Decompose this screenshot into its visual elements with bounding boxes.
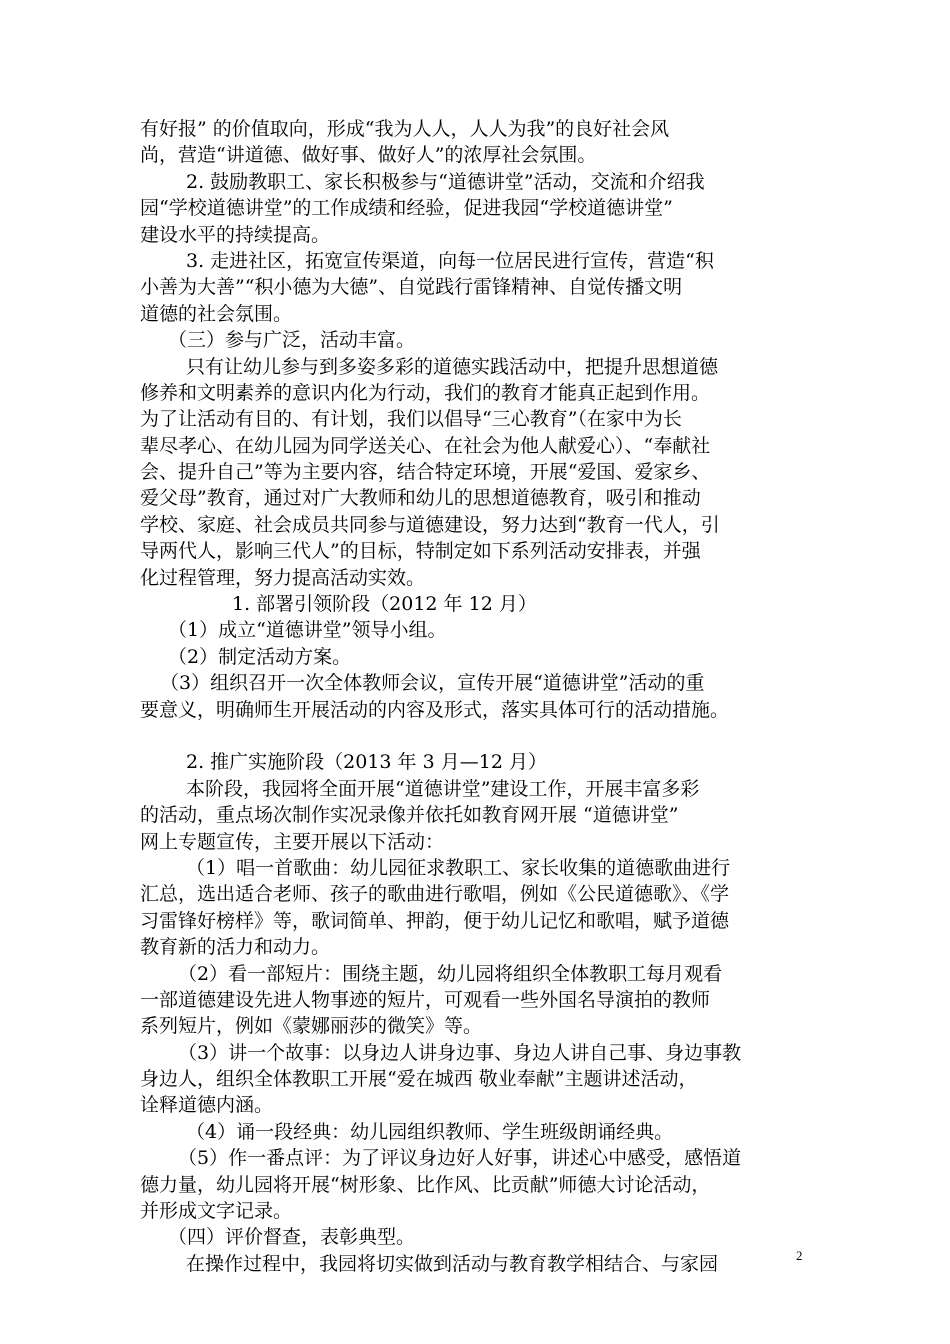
text-line: 系列短片，例如《蒙娜丽莎的微笑》等。: [140, 1015, 483, 1038]
text-line: 会、提升自己”等为主要内容，结合特定环境，开展“爱国、爱家乡、: [140, 461, 711, 484]
text-line: 要意义，明确师生开展活动的内容及形式，落实具体可行的活动措施。: [140, 698, 730, 721]
text-line: 汇总，选出适合老师、孩子的歌曲进行歌唱，例如《公民道德歌》、《学: [140, 883, 730, 906]
text-line: 在操作过程中，我园将切实做到活动与教育教学相结合、与家园: [186, 1252, 719, 1275]
text-line: 尚，营造“讲道德、做好事、做好人”的浓厚社会氛围。: [140, 144, 597, 167]
text-line: 园“学校道德讲堂”的工作成绩和经验，促进我园“学校道德讲堂”: [140, 197, 673, 220]
text-line: （2）制定活动方案。: [168, 645, 352, 668]
text-line: （3）讲一个故事：以身边人讲身边事、身边人讲自己事、身边事教: [178, 1041, 742, 1064]
text-line: 爱父母”教育，通过对广大教师和幼儿的思想道德教育，吸引和推动: [140, 487, 701, 510]
blank-line: [140, 723, 820, 749]
text-line: 辈尽孝心、在幼儿园为同学送关心、在社会为他人献爱心）、“奉献社: [140, 434, 711, 457]
text-line: 并形成文字记录。: [140, 1200, 293, 1223]
text-line: （1）成立“道德讲堂”领导小组。: [168, 619, 447, 642]
text-line: 德力量，幼儿园将开展“树形象、比作风、比贡献”师德大讨论活动，: [140, 1173, 711, 1196]
text-line: （1）唱一首歌曲：幼儿园征求教职工、家长收集的道德歌曲进行: [186, 856, 731, 879]
text-line: 建设水平的持续提高。: [140, 223, 331, 246]
text-line: 教育新的活力和动力。: [140, 936, 331, 959]
page-number: 2: [796, 1248, 803, 1263]
text-line: 习雷锋好榜样》等，歌词简单、押韵，便于幼儿记忆和歌唱，赋予道德: [140, 909, 730, 932]
text-line: 身边人，组织全体教职工开展“爱在城西 敬业奉献”主题讲述活动，: [140, 1068, 698, 1091]
text-line: 有好报” 的价值取向，形成“我为人人，人人为我”的良好社会风: [140, 118, 670, 140]
text-line: 只有让幼儿参与到多姿多彩的道德实践活动中，把提升思想道德: [186, 355, 719, 378]
text-line: 小善为大善”“积小德为大德”、自觉践行雷锋精神、自觉传播文明: [140, 276, 683, 299]
text-line: 的活动，重点场次制作实况录像并依托如教育网开展 “道德讲堂”: [140, 804, 679, 827]
document-body: [140, 116, 820, 1277]
text-line: 一部道德建设先进人物事迹的短片，可观看一些外国名导演拍的教师: [140, 988, 711, 1011]
text-line: 道德的社会氛围。: [140, 302, 293, 325]
text-line: 1. 部署引领阶段（2012 年 12 月）: [232, 593, 537, 616]
text-line: 本阶段，我园将全面开展“道德讲堂”建设工作，开展丰富多彩: [186, 777, 700, 800]
text-line: （2）看一部短片：围绕主题，幼儿园将组织全体教职工每月观看: [178, 962, 723, 985]
text-line: 导两代人，影响三代人”的目标，特制定如下系列活动安排表，并强: [140, 540, 701, 563]
text-line: （四）评价督查，表彰典型。: [168, 1226, 416, 1249]
text-line: 2. 鼓励教职工、家长积极参与“道德讲堂”活动，交流和介绍我: [186, 170, 705, 193]
text-line: 3. 走进社区，拓宽宣传渠道，向每一位居民进行宣传，营造“积: [186, 249, 714, 272]
text-line: （5）作一番点评：为了评议身边好人好事，讲述心中感受，感悟道: [178, 1147, 742, 1170]
text-line: （三）参与广泛，活动丰富。: [168, 329, 416, 352]
text-line: 诠释道德内涵。: [140, 1094, 274, 1117]
text-line: （3）组织召开一次全体教师会议，宣传开展“道德讲堂”活动的重: [160, 672, 705, 695]
text-line: 学校、家庭、社会成员共同参与道德建设，努力达到“教育一代人，引: [140, 513, 720, 536]
text-line: 修养和文明素养的意识内化为行动，我们的教育才能真正起到作用。: [140, 381, 711, 404]
text-line: 网上专题宣传，主要开展以下活动：: [140, 830, 445, 853]
text-line: 2. 推广实施阶段（2013 年 3 月—12 月）: [186, 751, 547, 774]
text-line: （4）诵一段经典：幼儿园组织教师、学生班级朗诵经典。: [186, 1120, 674, 1143]
text-line: 化过程管理，努力提高活动实效。: [140, 566, 426, 589]
text-line: 为了让活动有目的、有计划，我们以倡导“三心教育”（在家中为长: [140, 408, 682, 431]
